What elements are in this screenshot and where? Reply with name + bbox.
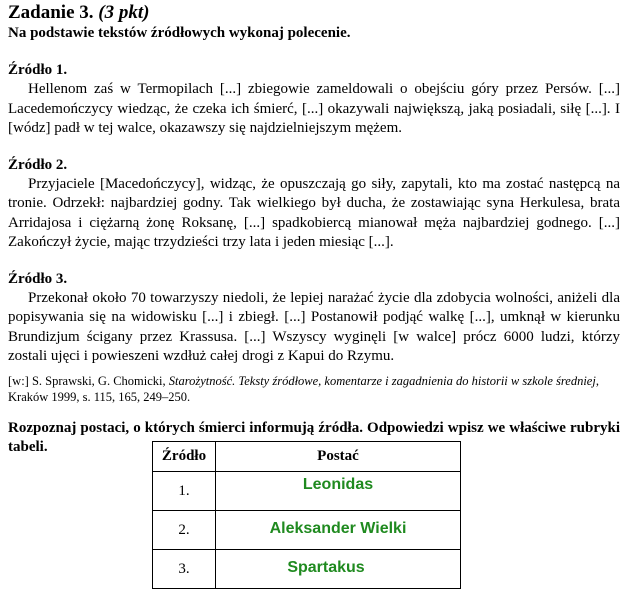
answer-text: Aleksander Wielki xyxy=(269,520,407,537)
citation xyxy=(8,373,620,405)
source-text: Hellenom zaś w Termopilach [...] zbiegowie zameldowali o obejściu góry przez Persów. [...] Lacedemończycy wiedząc, że czeka ich śmierć, [...] okazywali największą, jaką posiadali, siłę [...]. I [wódz] padł w tej walce, okazawszy się najdzielniejszym mężem. xyxy=(8,81,620,136)
table-row xyxy=(153,472,461,511)
answer-cell[interactable] xyxy=(216,472,461,511)
table-row xyxy=(153,511,461,550)
table-row xyxy=(153,550,461,589)
source-2 xyxy=(8,156,620,253)
source-text: Przyjaciele [Macedończycy], widząc, że opuszczają go siły, zapytali, kto ma zostać następcą na tronie. Odrzekł: najbardziej godny. Tak wielkiego był ducha, że zostawiając syna Herkulesa, brata Arridajosa i ciężarną żonę Roksanę, [...] spadkobiercą mianował męża najbardziej godnego. [...] Zakończył życie, mając trzydzieści trzy lata i jeden miesiąc [...]. xyxy=(8,175,620,250)
source-title: Źródło 3. xyxy=(8,270,68,287)
citation-title: Starożytność. Teksty źródłowe, komentarze i zagadnienia do historii w szkole średniej xyxy=(168,373,596,388)
answer-table xyxy=(152,441,461,589)
header-source: Źródło xyxy=(153,442,216,472)
header-person: Postać xyxy=(216,442,461,472)
row-number: 2. xyxy=(153,511,216,550)
answer-cell[interactable] xyxy=(216,550,461,589)
task-title: Zadanie 3. xyxy=(8,2,94,23)
citation-suffix: , Kraków 1999, s. 115, 165, 249–250. xyxy=(8,373,599,404)
exam-page xyxy=(8,2,620,458)
source-3 xyxy=(8,270,620,367)
source-1 xyxy=(8,61,620,139)
answer-cell[interactable] xyxy=(216,511,461,550)
question: Rozpoznaj postaci, o których śmierci informują źródła. Odpowiedzi wpisz we właściwe rubryki tabeli. xyxy=(8,419,620,455)
source-text: Przekonał około 70 towarzyszy niedoli, że lepiej narażać życie dla zdobycia wolności, aniżeli dla popisywania się na widowisku [...] i zbiegł. [...] Postanowił podjąć walkę [...], umknął w kierunku Brundizjum ścigany przez Krassusa. [...] Wszyscy wyginęli [w walce] prócz 6000 ludzi, którzy zostali ujęci i powieszeni wzdłuż całej drogi z Kapui do Rzymu. xyxy=(8,289,620,364)
source-title: Źródło 2. xyxy=(8,156,68,173)
source-title: Źródło 1. xyxy=(8,62,68,78)
answer-text: Leonidas xyxy=(302,476,374,493)
task-points: (3 pkt) xyxy=(98,2,150,23)
answer-text: Spartakus xyxy=(287,559,365,576)
row-number: 1. xyxy=(153,472,216,511)
table-header-row xyxy=(153,442,461,472)
citation-prefix: [w:] S. Sprawski, G. Chomicki, xyxy=(8,373,169,388)
task-header xyxy=(8,2,620,24)
task-instruction: Na podstawie tekstów źródłowych wykonaj polecenie. xyxy=(8,25,351,41)
row-number: 3. xyxy=(153,550,216,589)
